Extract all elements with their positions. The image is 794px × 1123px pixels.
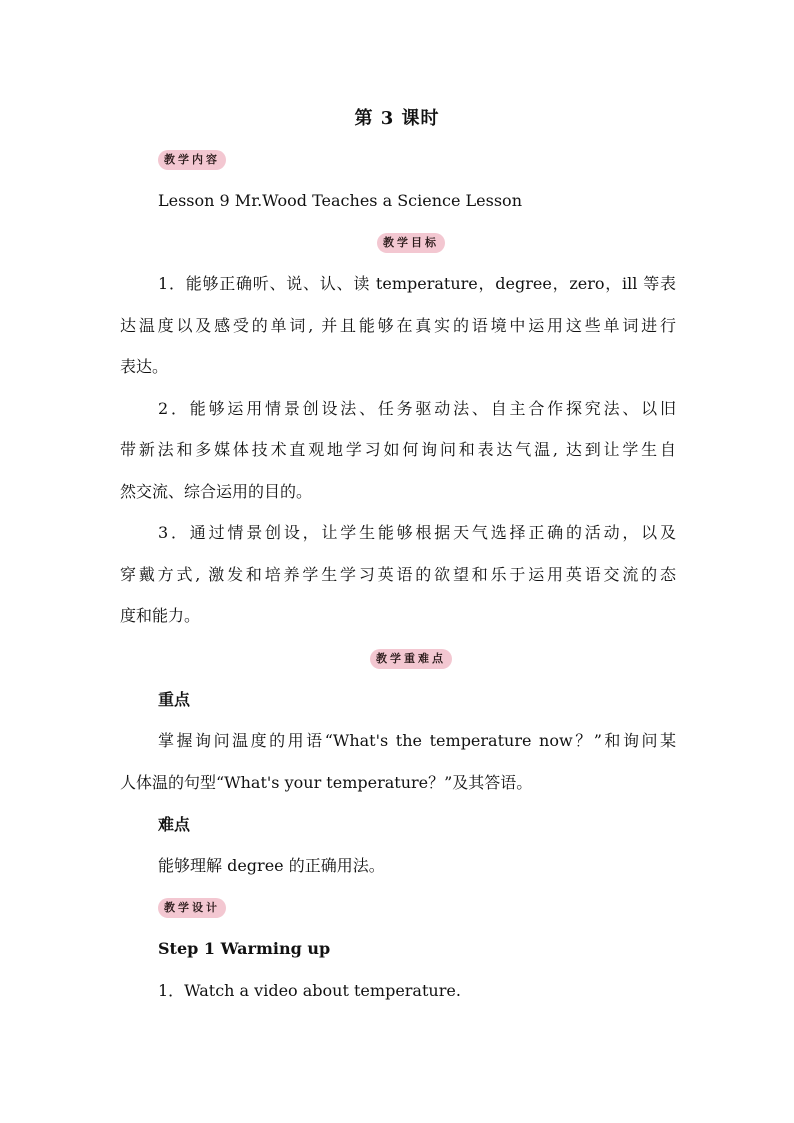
goal-1-line-1: 1．能够正确听、说、认、读 temperature，degree，zero，ill 等表	[158, 274, 676, 293]
goal-1-line-2: 达温度以及感受的单词, 并且能够在真实的语境中运用这些单词进行	[120, 316, 676, 335]
goal-3-line-1: 3．通过情景创设，让学生能够根据天气选择正确的活动，以及	[158, 523, 676, 542]
step-1-heading: Step 1 Warming up	[158, 939, 331, 958]
difficult-points-text: 能够理解 degree 的正确用法。	[158, 856, 385, 875]
goal-3-line-3: 度和能力。	[120, 606, 201, 625]
section-label-goals: 教学目标	[377, 233, 445, 253]
goal-3-line-2: 穿戴方式, 激发和培养学生学习英语的欲望和乐于运用英语交流的态	[120, 565, 676, 584]
goal-2-line-1: 2．能够运用情景创设法、任务驱动法、自主合作探究法、以旧	[158, 399, 676, 418]
section-label-design: 教学设计	[158, 898, 226, 918]
key-points-line-2: 人体温的句型“What's your temperature？”及其答语。	[120, 773, 533, 792]
lesson-title-line: Lesson 9 Mr.Wood Teaches a Science Lesson	[158, 191, 522, 210]
difficult-points-heading: 难点	[158, 815, 191, 834]
section-label-content: 教学内容	[158, 150, 226, 170]
step-1-item-1: 1．Watch a video about temperature.	[158, 981, 461, 1000]
key-points-heading: 重点	[158, 690, 191, 709]
goal-2-line-2: 带新法和多媒体技术直观地学习如何询问和表达气温, 达到让学生自	[120, 440, 676, 459]
section-label-key-points: 教学重难点	[370, 649, 452, 669]
page-title: 第 3 课时	[354, 108, 440, 129]
goal-1-line-3: 表达。	[120, 357, 169, 376]
goal-2-line-3: 然交流、综合运用的目的。	[120, 482, 313, 501]
key-points-line-1: 掌握询问温度的用语“What's the temperature now？”和询问某	[158, 731, 676, 750]
